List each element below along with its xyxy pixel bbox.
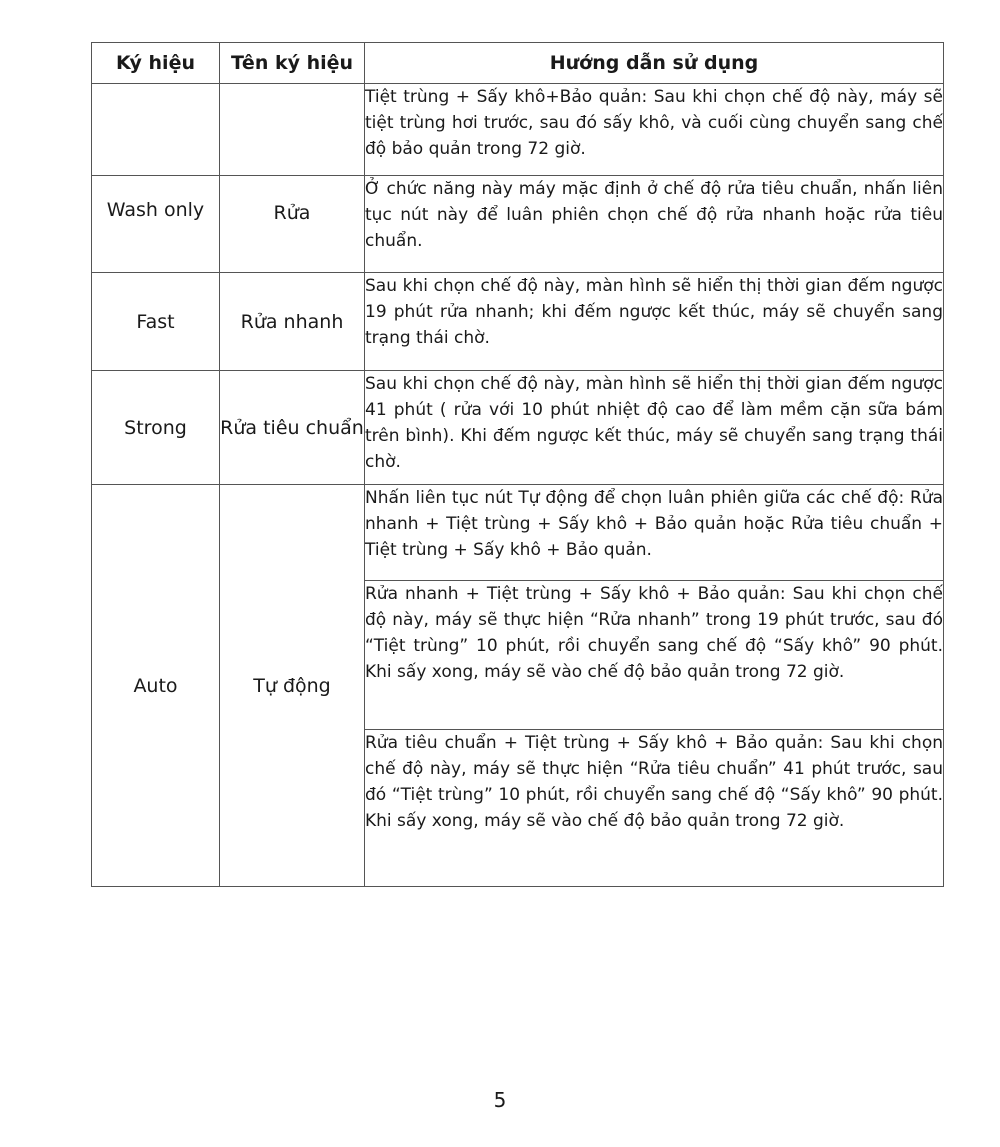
symbol-name-cell: Tự động (220, 485, 365, 887)
usage-guide-cell: Ở chức năng này máy mặc định ở chế độ rửa tiêu chuẩn, nhấn liên tục nút này để luân phiên chọn chế độ rửa nhanh hoặc rửa tiêu chuẩn. (365, 176, 944, 273)
symbol-cell: Wash only (92, 176, 220, 273)
symbol-cell: Strong (92, 371, 220, 485)
symbol-name-cell: Rửa nhanh (220, 273, 365, 371)
table-row (92, 273, 944, 371)
symbol-name-cell (220, 84, 365, 176)
header-usage-guide: Hướng dẫn sử dụng (365, 43, 944, 84)
symbol-cell: Fast (92, 273, 220, 371)
table-row (92, 485, 944, 581)
symbol-name-cell: Rửa tiêu chuẩn (220, 371, 365, 485)
symbol-name-cell: Rửa (220, 176, 365, 273)
symbol-cell (92, 84, 220, 176)
table-header-row (92, 43, 944, 84)
usage-guide-cell: Rửa nhanh + Tiệt trùng + Sấy khô + Bảo quản: Sau khi chọn chế độ này, máy sẽ thực hiện “Rửa nhanh” trong 19 phút trước, sau đó “Tiệt trùng” 10 phút, rồi chuyển sang chế độ “Sấy khô” 90 phút. Khi sấy xong, máy sẽ vào chế độ bảo quản trong 72 giờ. (365, 581, 944, 730)
instruction-table (91, 42, 944, 887)
usage-guide-cell: Sau khi chọn chế độ này, màn hình sẽ hiển thị thời gian đếm ngược 41 phút ( rửa với 10 phút nhiệt độ cao để làm mềm cặn sữa bám trên bình). Khi đếm ngược kết thúc, máy sẽ chuyển sang trạng thái chờ. (365, 371, 944, 485)
usage-guide-cell: Tiệt trùng + Sấy khô+Bảo quản: Sau khi chọn chế độ này, máy sẽ tiệt trùng hơi trước, sau đó sấy khô, và cuối cùng chuyển sang chế độ bảo quản trong 72 giờ. (365, 84, 944, 176)
usage-guide-cell: Rửa tiêu chuẩn + Tiệt trùng + Sấy khô + Bảo quản: Sau khi chọn chế độ này, máy sẽ thực hiện “Rửa tiêu chuẩn” 41 phút trước, sau đó “Tiệt trùng” 10 phút, rồi chuyển sang chế độ “Sấy khô” 90 phút. Khi sấy xong, máy sẽ vào chế độ bảo quản trong 72 giờ. (365, 730, 944, 887)
header-symbol: Ký hiệu (92, 43, 220, 84)
symbol-cell: Auto (92, 485, 220, 887)
table-row (92, 84, 944, 176)
usage-guide-cell: Nhấn liên tục nút Tự động để chọn luân phiên giữa các chế độ: Rửa nhanh + Tiệt trùng + Sấy khô + Bảo quản hoặc Rửa tiêu chuẩn + Tiệt trùng + Sấy khô + Bảo quản. (365, 485, 944, 581)
header-symbol-name: Tên ký hiệu (220, 43, 365, 84)
page-number: 5 (493, 1088, 507, 1112)
table-row (92, 371, 944, 485)
usage-guide-cell: Sau khi chọn chế độ này, màn hình sẽ hiển thị thời gian đếm ngược 19 phút rửa nhanh; khi đếm ngược kết thúc, máy sẽ chuyển sang trạng thái chờ. (365, 273, 944, 371)
table-row (92, 176, 944, 273)
